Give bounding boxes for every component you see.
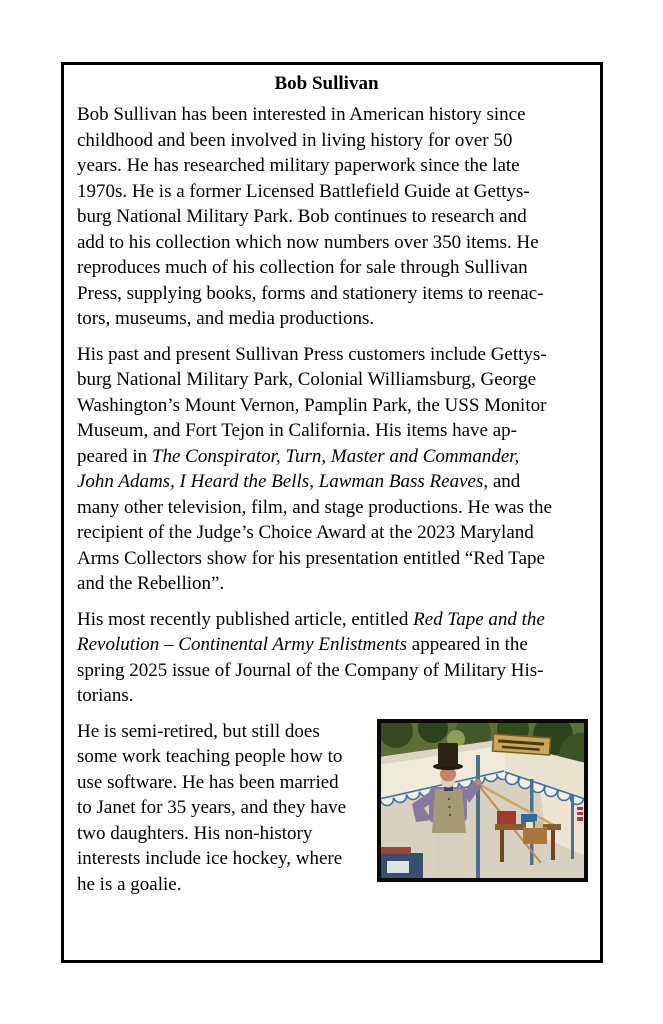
text-segment: add to his collection which now numbers over 350 items. He <box>77 231 539 253</box>
italic-text-segment: Lawman Bass Reaves <box>318 471 484 492</box>
text-segment: Press, supplying books, forms and stationery items to reenac- <box>77 282 544 304</box>
text-segment: burg National Military Park, Colonial Williamsburg, George <box>77 369 537 390</box>
text-segment: Arms Collectors show for his presentation entitled “Red Tape <box>77 547 545 569</box>
text-segment: some work teaching people how to <box>77 746 343 767</box>
text-segment: interests include ice hockey, where <box>77 848 343 869</box>
text-line <box>77 204 590 230</box>
text-segment: His past and present Sullivan Press customers include Gettys- <box>77 343 547 365</box>
text-line <box>77 230 590 256</box>
text-segment: Bob Sullivan has been interested in American history since <box>77 104 526 125</box>
bio-photo-row <box>77 719 590 908</box>
text-line <box>77 128 590 154</box>
text-line <box>77 393 590 419</box>
text-line <box>77 153 590 179</box>
photo-illustration <box>381 723 584 878</box>
text-line <box>77 744 377 770</box>
text-segment: 1970s. He is a former Licensed Battlefield Guide at Gettys- <box>77 180 530 202</box>
text-line <box>77 683 590 709</box>
text-line <box>77 571 590 597</box>
text-segment: many other television, film, and stage productions. He was the <box>77 496 552 518</box>
text-line <box>77 418 590 444</box>
paragraph <box>77 719 377 898</box>
text-line <box>77 495 590 521</box>
text-segment: , <box>309 471 319 492</box>
text-segment: he is a goalie. <box>77 873 182 895</box>
bio-text-column <box>77 719 377 908</box>
text-segment: two daughters. His non-history <box>77 822 313 844</box>
text-line <box>77 821 377 847</box>
text-line <box>77 872 377 898</box>
page-title: Bob Sullivan <box>274 73 379 94</box>
text-line <box>77 469 590 495</box>
text-line <box>77 632 590 658</box>
text-line <box>77 719 377 745</box>
text-line <box>77 846 377 872</box>
italic-text-segment: Revolution – Continental Army Enlistments <box>77 634 408 655</box>
text-segment: years. He has researched military paperwork since the late <box>77 155 520 176</box>
article-body <box>77 102 590 709</box>
bob-sullivan-photo <box>377 719 588 882</box>
paragraph <box>77 607 590 709</box>
text-segment: peared in <box>77 445 152 467</box>
text-line <box>77 520 590 546</box>
text-segment: childhood and been involved in living history for over 50 <box>77 129 513 151</box>
text-segment: recipient of the Judge’s Choice Award at the 2023 Maryland <box>77 522 534 543</box>
italic-text-segment: Red Tape and the <box>413 608 545 630</box>
text-segment: His most recently published article, entitled <box>77 608 414 630</box>
text-segment: to Janet for 35 years, and they have <box>77 797 347 818</box>
text-segment: spring 2025 issue of Journal of the Company of Military His- <box>77 659 544 681</box>
text-line <box>77 607 590 633</box>
text-segment: , and <box>483 471 521 492</box>
text-segment: burg National Military Park. Bob continues to research and <box>77 206 527 227</box>
text-segment: tors, museums, and media productions. <box>77 308 375 329</box>
text-line <box>77 281 590 307</box>
text-segment: Washington’s Mount Vernon, Pamplin Park, the USS Monitor <box>77 394 547 416</box>
sutler-sign <box>493 734 551 755</box>
document-frame <box>61 62 603 963</box>
text-line <box>77 546 590 572</box>
text-line <box>77 658 590 684</box>
text-segment: He is semi-retired, but still does <box>77 720 320 742</box>
text-line <box>77 306 590 332</box>
text-line <box>77 102 590 128</box>
text-line <box>77 795 377 821</box>
text-line <box>77 179 590 205</box>
italic-text-segment: John Adams, I Heard the Bells <box>77 471 310 492</box>
text-line <box>77 255 590 281</box>
text-segment: torians. <box>77 685 134 706</box>
text-line <box>77 342 590 368</box>
text-segment: reproduces much of his collection for sale through Sullivan <box>77 257 528 278</box>
italic-text-segment: The Conspirator, Turn, Master and Commander, <box>151 445 520 467</box>
text-line <box>77 367 590 393</box>
text-segment: use software. He has been married <box>77 771 339 793</box>
paragraph <box>77 102 590 332</box>
text-segment: and the Rebellion”. <box>77 573 225 594</box>
text-segment: Museum, and Fort Tejon in California. His items have ap- <box>77 420 517 441</box>
text-line <box>77 770 377 796</box>
text-line <box>77 444 590 470</box>
text-segment: appeared in the <box>407 634 528 655</box>
paragraph <box>77 342 590 597</box>
